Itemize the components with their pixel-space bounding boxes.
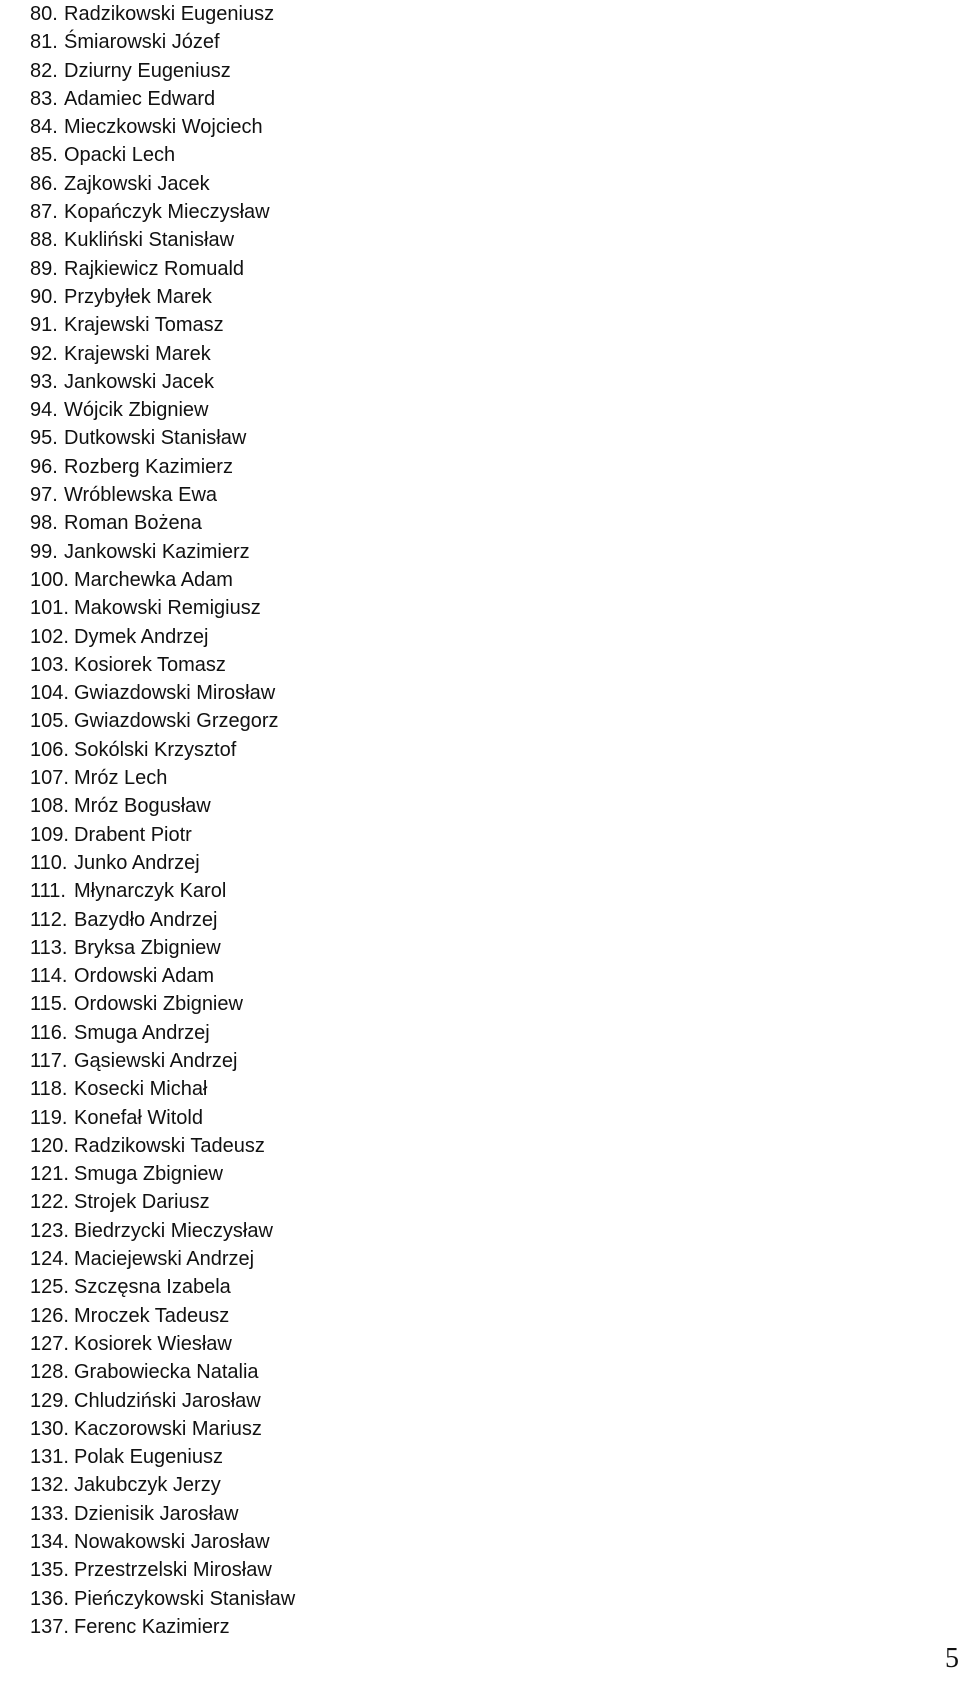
item-number: 109. (30, 823, 69, 846)
item-name: Ferenc Kazimierz (74, 1615, 230, 1638)
item-name: Przestrzelski Mirosław (74, 1559, 272, 1582)
item-name: Adamiec Edward (64, 87, 216, 110)
item-name: Opacki Lech (64, 144, 176, 167)
list-item (30, 141, 295, 169)
list-item (30, 623, 295, 651)
item-number: 84. (30, 116, 58, 139)
item-number: 88. (30, 229, 58, 252)
item-name: Kosecki Michał (74, 1078, 208, 1101)
list-item (30, 566, 295, 594)
item-name: Młynarczyk Karol (74, 880, 227, 903)
item-number: 112. (30, 908, 68, 931)
list-item (30, 0, 295, 28)
item-name: Jakubczyk Jerzy (74, 1474, 221, 1497)
list-item (30, 1415, 295, 1443)
item-number: 118. (30, 1078, 68, 1101)
list-item (30, 792, 295, 820)
item-number: 81. (30, 31, 58, 54)
list-item (30, 1019, 295, 1047)
list-item (30, 1188, 295, 1216)
list-item (30, 509, 295, 537)
list-item (30, 368, 295, 396)
item-name: Dutkowski Stanisław (64, 427, 247, 450)
list-item (30, 1245, 295, 1273)
list-item (30, 906, 295, 934)
list-item (30, 962, 295, 990)
list-item (30, 311, 295, 339)
list-item (30, 1358, 295, 1386)
item-name: Krajewski Tomasz (64, 314, 224, 337)
list-item (30, 283, 295, 311)
item-name: Kosiorek Wiesław (74, 1332, 232, 1355)
item-number: 96. (30, 455, 58, 478)
item-number: 101. (30, 597, 69, 620)
item-number: 98. (30, 512, 58, 535)
item-name: Mroczek Tadeusz (74, 1304, 230, 1327)
item-name: Makowski Remigiusz (74, 597, 261, 620)
item-number: 97. (30, 484, 58, 507)
list-item (30, 1104, 295, 1132)
list-item (30, 990, 295, 1018)
list-item (30, 651, 295, 679)
item-name: Gwiazdowski Grzegorz (74, 710, 279, 733)
list-item (30, 1585, 295, 1613)
list-item (30, 424, 295, 452)
item-name: Kaczorowski Mariusz (74, 1417, 262, 1440)
item-number: 137. (30, 1615, 69, 1638)
item-name: Biedrzycki Mieczysław (74, 1219, 273, 1242)
item-number: 115. (30, 993, 68, 1016)
item-name: Wróblewska Ewa (64, 484, 218, 507)
item-name: Chludziński Jarosław (74, 1389, 261, 1412)
list-item (30, 1160, 295, 1188)
item-number: 91. (30, 314, 58, 337)
item-number: 124. (30, 1248, 69, 1271)
item-name: Rajkiewicz Romuald (64, 257, 245, 280)
item-number: 132. (30, 1474, 69, 1497)
item-name: Strojek Dariusz (74, 1191, 210, 1214)
item-number: 95. (30, 427, 58, 450)
list-item (30, 764, 295, 792)
item-number: 127. (30, 1332, 69, 1355)
item-name: Polak Eugeniusz (74, 1446, 223, 1469)
list-item (30, 1500, 295, 1528)
list-item (30, 1528, 295, 1556)
item-name: Dziurny Eugeniusz (64, 59, 231, 82)
item-number: 106. (30, 738, 69, 761)
item-number: 130. (30, 1417, 69, 1440)
item-number: 102. (30, 625, 69, 648)
item-name: Radzikowski Tadeusz (74, 1134, 265, 1157)
item-number: 136. (30, 1587, 69, 1610)
list-item (30, 849, 295, 877)
item-name: Konefał Witold (74, 1106, 203, 1129)
item-name: Gwiazdowski Mirosław (74, 682, 276, 705)
list-item (30, 934, 295, 962)
list-item (30, 1387, 295, 1415)
item-name: Nowakowski Jarosław (74, 1531, 270, 1554)
item-name: Ordowski Adam (74, 965, 215, 988)
item-name: Bazydło Andrzej (74, 908, 218, 931)
item-number: 107. (30, 767, 69, 790)
item-number: 105. (30, 710, 69, 733)
item-number: 135. (30, 1559, 69, 1582)
item-number: 104. (30, 682, 69, 705)
item-name: Roman Bożena (64, 512, 202, 535)
item-name: Marchewka Adam (74, 568, 233, 591)
item-name: Radzikowski Eugeniusz (64, 3, 275, 25)
item-number: 131. (30, 1446, 69, 1469)
list-item (30, 113, 295, 141)
list-item (30, 1217, 295, 1245)
list-item (30, 226, 295, 254)
item-number: 92. (30, 342, 58, 365)
list-item (30, 1132, 295, 1160)
list-item (30, 1556, 295, 1584)
item-number: 114. (30, 965, 68, 988)
page-number: 5 (945, 1643, 959, 1674)
list-item (30, 736, 295, 764)
item-number: 129. (30, 1389, 69, 1412)
list-item (30, 1302, 295, 1330)
item-number: 86. (30, 172, 58, 195)
item-name: Dymek Andrzej (74, 625, 209, 648)
item-name: Smuga Zbigniew (74, 1163, 223, 1186)
list-item (30, 396, 295, 424)
item-number: 111. (30, 880, 66, 903)
list-item (30, 1047, 295, 1075)
item-number: 89. (30, 257, 58, 280)
item-number: 100. (30, 568, 69, 591)
item-name: Krajewski Marek (64, 342, 211, 365)
item-name: Drabent Piotr (74, 823, 192, 846)
item-number: 128. (30, 1361, 69, 1384)
item-name: Kopańczyk Mieczysław (64, 201, 270, 224)
item-number: 94. (30, 399, 58, 422)
list-item (30, 453, 295, 481)
item-number: 119. (30, 1106, 68, 1129)
item-name: Przybyłek Marek (64, 285, 212, 308)
item-number: 133. (30, 1502, 69, 1525)
item-name: Maciejewski Andrzej (74, 1248, 255, 1271)
item-number: 80. (30, 3, 58, 25)
item-name: Szczęsna Izabela (74, 1276, 231, 1299)
list-item (30, 1613, 295, 1641)
name-list (30, 0, 295, 1641)
item-name: Mróz Bogusław (74, 795, 211, 818)
item-number: 116. (30, 1021, 68, 1044)
list-item (30, 198, 295, 226)
item-number: 82. (30, 59, 58, 82)
item-name: Gąsiewski Andrzej (74, 1049, 238, 1072)
list-item (30, 679, 295, 707)
item-number: 103. (30, 653, 69, 676)
item-number: 120. (30, 1134, 69, 1157)
list-item (30, 707, 295, 735)
item-name: Mróz Lech (74, 767, 168, 790)
item-number: 83. (30, 87, 58, 110)
list-item (30, 481, 295, 509)
list-item (30, 85, 295, 113)
item-name: Bryksa Zbigniew (74, 936, 221, 959)
item-name: Zajkowski Jacek (64, 172, 210, 195)
list-item (30, 594, 295, 622)
item-name: Ordowski Zbigniew (74, 993, 243, 1016)
item-name: Sokólski Krzysztof (74, 738, 237, 761)
item-name: Junko Andrzej (74, 851, 200, 874)
list-item (30, 1273, 295, 1301)
item-number: 122. (30, 1191, 69, 1214)
list-item (30, 340, 295, 368)
item-number: 99. (30, 540, 58, 563)
list-item (30, 170, 295, 198)
item-number: 108. (30, 795, 69, 818)
item-name: Śmiarowski Józef (64, 31, 220, 54)
list-item (30, 1075, 295, 1103)
list-item (30, 821, 295, 849)
item-number: 125. (30, 1276, 69, 1299)
item-name: Pieńczykowski Stanisław (74, 1587, 296, 1610)
item-name: Mieczkowski Wojciech (64, 116, 263, 139)
item-number: 87. (30, 201, 58, 224)
item-number: 90. (30, 285, 58, 308)
list-item (30, 1443, 295, 1471)
item-number: 113. (30, 936, 68, 959)
list-item (30, 877, 295, 905)
list-item (30, 538, 295, 566)
item-number: 123. (30, 1219, 69, 1242)
list-item (30, 255, 295, 283)
item-name: Kosiorek Tomasz (74, 653, 226, 676)
item-name: Kukliński Stanisław (64, 229, 235, 252)
item-name: Jankowski Jacek (64, 370, 215, 393)
list-item (30, 57, 295, 85)
list-item (30, 1471, 295, 1499)
item-number: 85. (30, 144, 58, 167)
item-number: 110. (30, 851, 68, 874)
item-number: 93. (30, 370, 58, 393)
item-name: Smuga Andrzej (74, 1021, 210, 1044)
item-number: 126. (30, 1304, 69, 1327)
item-number: 117. (30, 1049, 68, 1072)
list-item (30, 28, 295, 56)
item-number: 121. (30, 1163, 69, 1186)
item-name: Wójcik Zbigniew (64, 399, 209, 422)
item-name: Dzienisik Jarosław (74, 1502, 239, 1525)
list-item (30, 1330, 295, 1358)
item-number: 134. (30, 1531, 69, 1554)
item-name: Jankowski Kazimierz (64, 540, 250, 563)
item-name: Rozberg Kazimierz (64, 455, 233, 478)
item-name: Grabowiecka Natalia (74, 1361, 259, 1384)
